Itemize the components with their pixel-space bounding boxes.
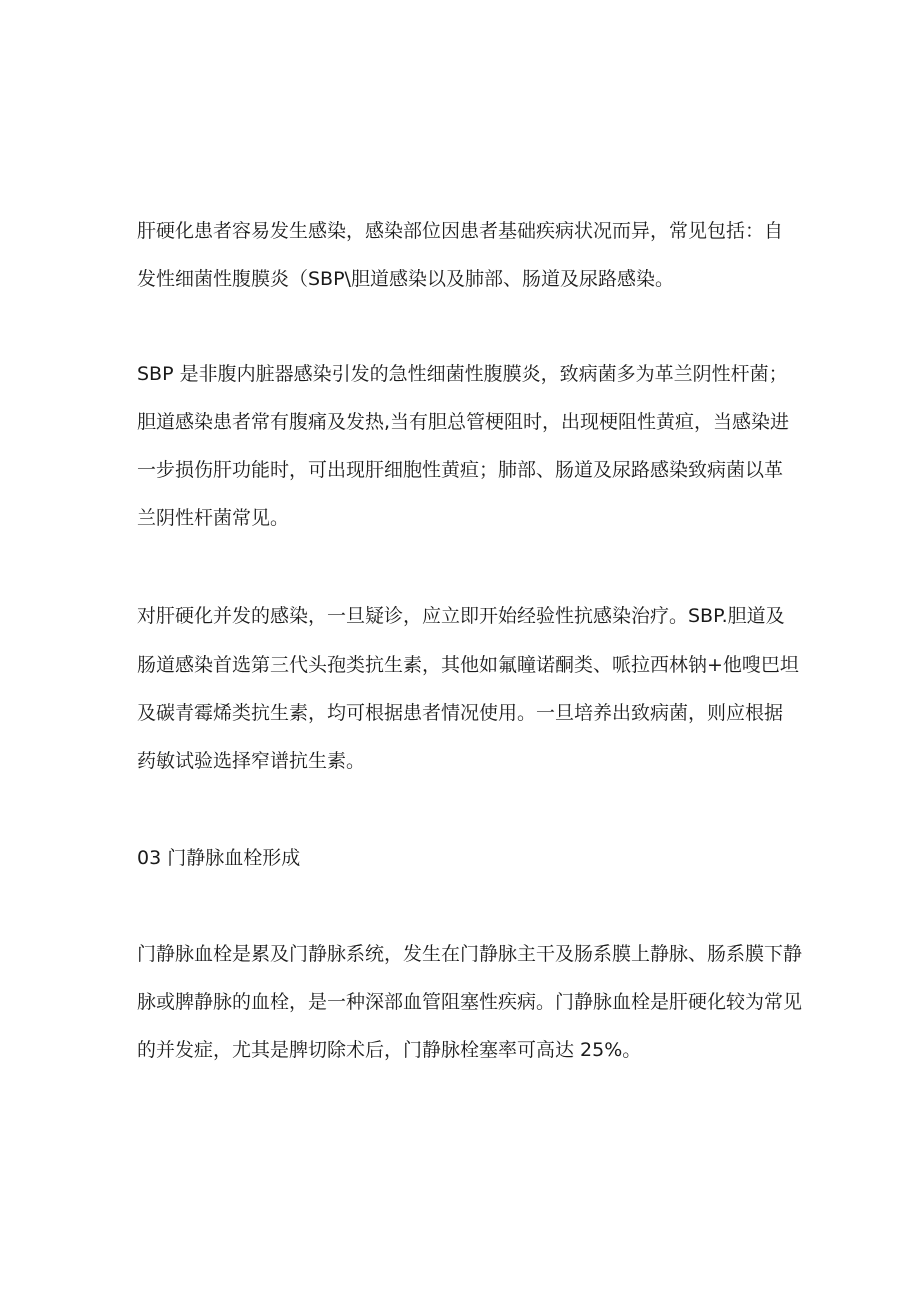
paragraph-1-line-1: 肝硬化患者容易发生感染，感染部位因患者基础疾病状况而异，常见包括：自	[137, 220, 784, 242]
paragraph-2-line-2: 胆道感染患者常有腹痛及发热,当有胆总管梗阻时，出现梗阻性黄疸，当感染进	[137, 411, 790, 433]
paragraph-2-line-4: 兰阴性杆菌常见。	[137, 507, 290, 529]
paragraph-2-line-3: 一步损伤肝功能时，可出现肝细胞性黄疸；肺部、肠道及尿路感染致病菌以革	[137, 459, 784, 481]
paragraph-2-line-1: SBP 是非腹内脏器感染引发的急性细菌性腹膜炎，致病菌多为革兰阴性杆菌；	[137, 363, 788, 385]
paragraph-3-line-2: 肠道感染首选第三代头孢类抗生素，其他如氟瞳诺酮类、哌拉西林钠+他嗖巴坦	[137, 654, 799, 676]
paragraph-3-line-1: 对肝硬化并发的感染，一旦疑诊，应立即开始经验性抗感染治疗。SBP.胆道及	[137, 605, 785, 627]
section-heading: 03 门静脉血栓形成	[137, 847, 301, 869]
paragraph-5-line-3: 的并发症，尤其是脾切除术后，门静脉栓塞率可高达 25%。	[137, 1039, 642, 1061]
paragraph-3-line-3: 及碳青霉烯类抗生素，均可根据患者情况使用。一旦培养出致病菌，则应根据	[137, 702, 784, 724]
paragraph-5-line-1: 门静脉血栓是累及门静脉系统，发生在门静脉主干及肠系膜上静脉、肠系膜下静	[137, 943, 803, 965]
paragraph-1-line-2: 发性细菌性腹膜炎（SBP\胆道感染以及肺部、肠道及尿路感染。	[137, 268, 674, 290]
paragraph-5-line-2: 脉或脾静脉的血栓，是一种深部血管阻塞性疾病。门静脉血栓是肝硬化较为常见	[137, 991, 803, 1013]
paragraph-3-line-4: 药敏试验选择窄谱抗生素。	[137, 750, 366, 772]
